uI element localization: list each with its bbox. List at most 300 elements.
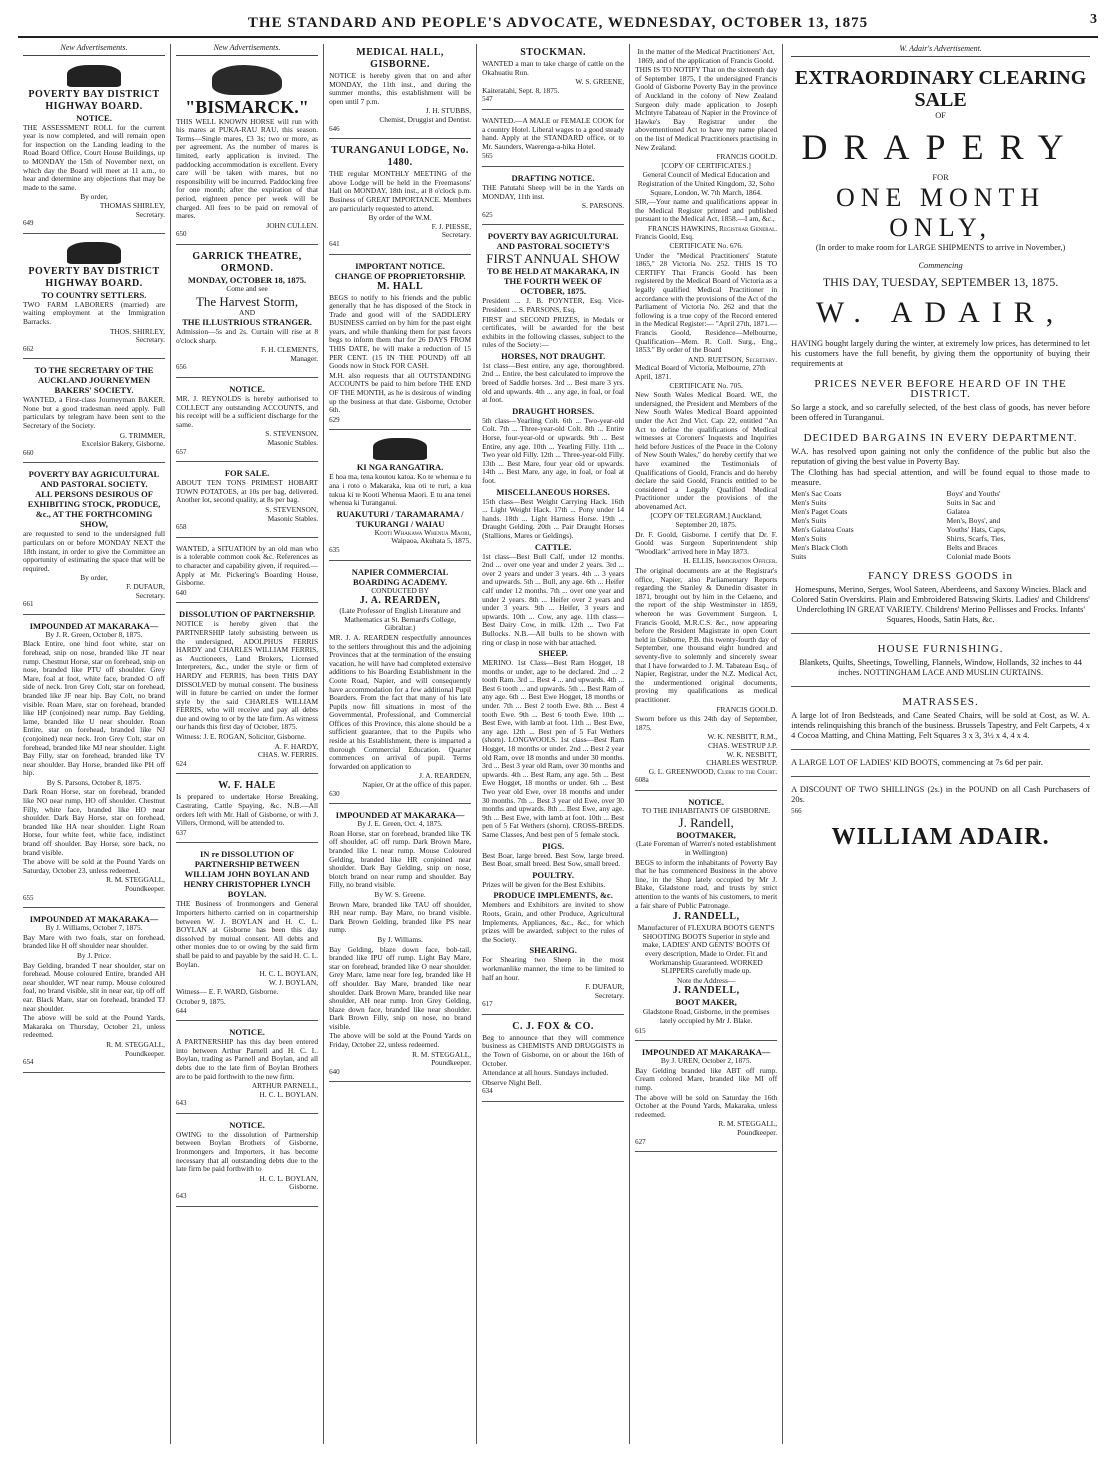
ad-title: NAPIER COMMERCIAL BOARDING ACADEMY. xyxy=(351,566,449,587)
ad-number: 643 xyxy=(176,1192,187,1201)
horse-breaking-ad xyxy=(176,777,318,843)
ad-number: 654 xyxy=(23,1058,34,1067)
list-item: Men's Galatea Coats xyxy=(791,525,854,534)
ad-number: 630 xyxy=(329,789,340,798)
ad-number: 634 xyxy=(482,1087,493,1096)
ad-number: 627 xyxy=(635,1137,646,1146)
ad-role: Poundkeeper. xyxy=(737,1127,778,1137)
ad-number: 637 xyxy=(176,828,187,837)
ad-title: IMPOUNDED AT MAKARAKA— xyxy=(641,1047,771,1058)
stock-paragraph: So large a stock, and so carefully selected, of the best class of goods, has never before been offered in Turanganui. xyxy=(791,403,1090,422)
exhibitors-notice xyxy=(23,466,165,614)
ad-body: WANTED a man to take charge of cattle on the Okahuatiu Run. xyxy=(482,59,625,77)
ad-role: Waipaoa, Akuhata 5, 1875. xyxy=(391,536,472,546)
ad-signature: R. M. STEGGALL, xyxy=(106,1039,166,1049)
ad-date: October 9, 1875. xyxy=(176,996,226,1006)
ad-conducted: CONDUCTED BY xyxy=(371,585,429,595)
column-heading: New Advertisements. xyxy=(23,44,165,56)
impounded-notice xyxy=(23,911,165,1073)
ad-date: MONDAY, OCTOBER 18, 1875. xyxy=(187,274,307,285)
divider xyxy=(791,686,1090,687)
section-list: 1st class—Best Bull Calf, under 12 months. 2nd ... over one year and under 2 years. 3rd ... over 2 years and under 3 years. 4th ... 3 years and upwards. 5th ... Bull, any age. 6th ... Heifer calf under 12 months. 7th ... over one year and under 2 years. 8th ... Heifer over 2 years and under 3 years. 9th ... Heifer, 3 years and upwards. 10th ... Cow, any age. 11th class—Best Dairy Cow, in milk. 12th ... Two Fat Bullocks. N.B.—All bulls to be shown with ring or clasp in nose with bar attached. xyxy=(482,551,625,647)
ad-role: Poundkeeper. xyxy=(125,884,166,893)
ad-title: TO THE SECRETARY OF THE AUCKLAND JOURNEYMEN BAKERS' SOCIETY. xyxy=(34,365,154,396)
ad-body: WANTED.—A MALE or FEMALE COOK for a country Hotel. Liberal wages to a good steady hand. Apply at the STANDARD office, or to Mr. Saunders, Waerenga-a-hika Hotel. xyxy=(482,115,625,151)
ad-role: Secretary. xyxy=(135,335,166,345)
ad-signature: S. STEVENSON, xyxy=(265,429,319,439)
chemists-ad xyxy=(482,1018,624,1102)
columns xyxy=(18,44,1098,1444)
ad-role: Secretary. xyxy=(135,590,166,600)
ad-body: NOTICE is hereby given that the PARTNERSHIP lately subsisting between us the undersigned, ADOLPHUS FERRIS HARDY and CHARLES WILLIAM FERRIS, as Auctioneers, Land Brokers, Licensed Interpreters, &c., under the style or firm of HARDY and FERRIS, has been THIS DAY DISSOLVED by mutual consent. The business will in future be carried on under the former style by the said CHARLES WILLIAM FERRIS, who will receive and pay all debts due and owing to or by the late firm. As witness our hands this first day of October, 1875. xyxy=(176,619,319,732)
ad-closing: The above will be sold on Saturday the 16th October at the Pound Yards, Makaraka, unless redeemed. xyxy=(635,1092,778,1119)
ad-signature: J. A. REARDEN, xyxy=(419,771,472,781)
telegram-heading: [COPY OF TELEGRAM.] Auckland, September 20, 1875. xyxy=(650,511,762,530)
ad-title: IN re DISSOLUTION OF PARTNERSHIP BETWEEN WILLIAM JOHN BOYLAN AND HENRY CHRISTOPHER LYNCH BOYLAN. xyxy=(183,849,311,900)
ad-signature: G. TRIMMER, xyxy=(119,430,166,440)
ad-role: Poundkeeper. xyxy=(125,1048,166,1058)
ad-signature-2: W. J. BOYLAN, xyxy=(268,977,319,987)
divider xyxy=(791,749,1090,750)
ad-body: THIS IS TO NOTIFY That on the sixteenth day of September 1875, I the undersigned Francis Goold of Gisborne Poverty Bay in the province of Auckland in the colony of New Zealand Surgeon duly made application to Joseph McIntyre Tabateau of Napier in the Province of Hawke's Bay Registrar under the abovementioned Act to have my name placed on the list of Medical Practitioners practising in New Zealand. xyxy=(635,65,778,152)
ad-by: By order of the W.M. xyxy=(368,213,432,223)
divider xyxy=(791,633,1090,634)
ad-number: 608a xyxy=(635,776,649,785)
ad-number: 656 xyxy=(176,363,187,372)
ad-body: Brown Mare, branded like TAU off shoulder, RH near rump. Bay Mare, no brand visible. Dark Brown Gelding, branded like PS near rump. xyxy=(329,899,472,935)
country-settlers-notice xyxy=(23,237,165,360)
ad-role: Masonic Stables. xyxy=(267,513,319,523)
ad-number: 617 xyxy=(482,1000,493,1009)
ad-number: 615 xyxy=(635,1026,646,1035)
royal-crest-icon xyxy=(373,438,427,460)
ad-signature: JOHN CULLEN. xyxy=(266,220,319,230)
adair-advertisement xyxy=(783,44,1098,1444)
ad-number: 650 xyxy=(176,230,187,239)
ad-number: 661 xyxy=(23,600,34,609)
ad-title: NOTICE. xyxy=(229,1119,265,1130)
ad-small: Come and see xyxy=(226,283,268,293)
ad-title: W. F. HALE xyxy=(218,780,276,792)
section-list: For Shearing two Sheep in the most workmanlike manner, the time to be limited to half an hour. xyxy=(482,955,625,982)
ad-name: J. Randell, xyxy=(678,815,734,831)
bakers-society-ad xyxy=(23,362,165,463)
house-furnishing-list: Blankets, Quilts, Sheetings, Towelling, Flannels, Window, Hollands, 32 inches to 44 inches. NOTTINGHAM LACE AND MUSLIN CURTAINS. xyxy=(799,658,1082,677)
section-heading: PRODUCE IMPLEMENTS, &c. xyxy=(493,890,613,901)
ad-title: IMPOUNDED AT MAKARAKA— xyxy=(29,620,159,631)
ad-credentials: (Late Professor of English Literature and Mathematics at St. Bernard's College, Gibraltar.) xyxy=(339,606,461,633)
ad-body: MR. J. REYNOLDS is hereby authorised to COLLECT any outstanding ACCOUNTS, and his receipt will be a sufficient discharge for the same. xyxy=(176,394,319,429)
ad-number: 625 xyxy=(482,210,493,219)
ad-signature: H. ELLIS, Immigration Officer. xyxy=(683,556,778,566)
ad-signature: H. C. L. BOYLAN, xyxy=(259,969,319,979)
ad-number: 641 xyxy=(329,239,340,248)
ad-role: Secretary. xyxy=(135,209,166,219)
section-heading: POULTRY. xyxy=(532,869,575,880)
witness-signature: W. K. NESBITT, R.M., xyxy=(707,732,778,742)
drafting-notice xyxy=(482,170,624,225)
ad-signature: S. PARSONS. xyxy=(581,201,625,211)
certificate-heading: CERTIFICATE No. 705. xyxy=(669,380,743,390)
ad-body: WANTED, a First-class Journeyman BAKER. None but a good tradesman need apply. Full particulars by telegram have been sent to the Secretary of the Society. xyxy=(23,395,166,431)
section-heading: SHEEP. xyxy=(538,648,568,659)
ad-body: E hoa ma, tena koutou katoa. Ko te whenua e tu ana i roto o Makaraka, kua oti te ruri, a kua tukua ki te Kooti Whenua Maori. E tu ana tenei whenua ki Turanganui. xyxy=(329,472,472,508)
bismarck-horse-ad xyxy=(176,60,318,245)
drapery-heading: DRAPERY xyxy=(801,127,1080,167)
ad-body: The original documents are at the Registrar's office, Napier, also Parliamentary Reports regarding the Stanley & Dunedin disaster in 1871, brought out by him in the Celaeno, and the report of the ship Westminster in 1859, whereon he was Government Surgeon. I, Francis Goold, M.R.C.S. &c., now appearing before the Resident Magistrate in open Court held in Gisborne, P.B. this twenty-fourth day of September, one thousand eight hundred and seventy-five to solemnly and sincerely swear that I have forwarded to J. M. Tabateau Esq., of Napier, Registrar, under the N.Z. Medical Act, the undermentioned original documents, proving my qualifications as medical practitioner. xyxy=(635,566,778,704)
ad-number: 649 xyxy=(23,219,34,228)
list-item: Colonial made Boots xyxy=(946,552,1011,561)
ad-role: Chemist, Druggist and Dentist. xyxy=(379,114,472,124)
ad-body: WANTED, a SITUATION by an old man who is a tolerable common cook &c. References as to character and capability given, if required.—Apply at Mr. Pickering's Boarding House, Gisborne. xyxy=(176,543,319,588)
ad-place: Medical Board of Victoria, Melbourne, 27th April, 1871. xyxy=(635,363,766,381)
ad-number: 624 xyxy=(176,759,187,768)
section-heading: DRAUGHT HORSES. xyxy=(512,405,595,416)
column-1 xyxy=(18,44,171,1444)
merchant-signature: WILLIAM ADAIR. xyxy=(831,824,1050,850)
bargains-heading: DECIDED BARGAINS IN EVERY DEPARTMENT. xyxy=(803,432,1078,444)
ad-body: BEGS to notify to his friends and the public generally that he has disposed of the Stock in Trade and good will of the SADDLERY BUSINESS carried on by him for the past eight years, and while thanking them for past favors begs to inform them that for 26 DAYS FROM THIS DATE, he will make a reduction of 15 PER CENT. (15 IN THE POUND) off all Goods now in Stock FOR CASH. xyxy=(329,292,472,371)
kid-boots-paragraph: A LARGE LOT OF LADIES' KID BOOTS, commencing at 7s 6d per pair. xyxy=(791,758,1043,767)
section-list: 15th class—Best Weight Carrying Hack. 16th ... Light Weight Hack. 17th ... Pony under 14 hands. 18th ... Light Harness Horse. 19th ... Draught Gelding. 20th ... Pair Draught Horses (Stallions, Mares or Geldings). xyxy=(482,496,625,540)
ad-body: THE ASSESSMENT ROLL for the current year is now completed, and will remain open for inspection on the Landing leading to the Road Board Office, Court House Buildings, up to MONDAY the 15th of November next, on which day the Board will meet at 11 a.m., to hear and determine any objections that may be made to the same. xyxy=(23,122,166,192)
ad-name: J. RANDELL, xyxy=(672,911,740,923)
ad-body: THE regular MONTHLY MEETING of the above Lodge will be held in the Freemasons' Hall on MONDAY, 18th inst., at 8 o'clock p.m. Business of GREAT IMPORTANCE. Members are particularly requested to attend. xyxy=(329,169,472,213)
sale-intro: HAVING bought largely during the winter, at extremely low prices, has determined to let his customers have the full benefit, by giving them the opportunity of buying their requirements at xyxy=(791,339,1090,368)
certificate-heading: CERTIFICATE No. 676. xyxy=(669,241,743,251)
ad-body: New South Wales Medical Board. WE, the undersigned, the President and Members of the New South Wales Medical Board appointed under the Act 2nd Vict. Cap. 22, entitled "An Act to define the qualifications of Medical witnesses at Coroners' Inquests and Inquiries held before Justices of the Peace in the Colony of New South Wales," do hereby certify that we have examined the Testimonials of Qualifications of Goold, Francis and do hereby declare the said Goold, Francis entitled to be considered a Legally Qualified Medical Practitioner under the provisions of the abovenamed Act. xyxy=(635,390,778,511)
ad-number: 646 xyxy=(329,124,340,133)
ad-name: J. A. REARDEN, xyxy=(359,595,441,607)
sale-headline: EXTRAORDINARY CLEARING SALE xyxy=(794,67,1087,111)
ad-number: 643 xyxy=(176,1099,187,1108)
ad-body: Dr. F. Goold, Gisborne. I certify that Dr. F. Goold was Surgeon Superintendent ship "Woodlark" arrived here in May 1873. xyxy=(635,529,778,556)
play-title: The Harvest Storm, xyxy=(195,293,299,309)
ad-subtitle: By W. S. Greene. xyxy=(374,889,426,899)
ad-by: By order, xyxy=(80,192,108,202)
one-month-heading: ONE MONTH ONLY, xyxy=(835,183,1046,242)
ad-number: 566 xyxy=(791,807,802,815)
ad-subtitle: By J. E. Green, Oct. 4, 1875. xyxy=(357,819,443,829)
section-heading: CATTLE. xyxy=(534,541,572,552)
witness-signature: W. K. NESBITT, xyxy=(726,749,778,759)
situation-wanted-ad xyxy=(176,541,318,604)
impounded-notice xyxy=(23,618,165,908)
ad-body: Under the "Medical Practitioners' Statute 1865," 28 Victoria No. 252. THIS IS TO CERTIFY That Francis Goold has been registered by the Medical Board of Victoria as a legally qualified Medical Practitioner in accordance with the provisions of the Act of the Parliament of Victoria No. 262 and that the following is a true copy of the Record entered in the Medical Register:— "April 27th, 1871.—Francis Goold, Residence—Melbourne, Qualification—Mem. R. Coll. Surg., Eng., 1853." By order of the Board xyxy=(635,250,778,355)
ad-body: Admission—5s and 2s. Curtain will rise at 8 o'clock sharp. xyxy=(176,327,319,345)
ad-title: NOTICE. xyxy=(688,796,724,807)
ad-body: THE Business of Ironmongers and General Importers hitherto carried on in copartnership between W. J. BOYLAN and H. C. L. BOYLAN at Gisborne has been this day dissolved by mutual consent. All debts and other monies due to or owing by the said firm shall be paid to and payable by the said H. C. L. Boylan. xyxy=(176,899,319,969)
annual-show-ad xyxy=(482,228,624,1015)
list-item: Men's Suits xyxy=(791,534,827,543)
ad-subtitle: By J. Price. xyxy=(76,950,112,960)
ad-signature: R. M. STEGGALL, xyxy=(106,875,166,885)
ad-number: 655 xyxy=(23,893,34,902)
witness-signature: CHARLES WESTRUP. xyxy=(706,758,778,768)
ad-signature-2: H. C. L. BOYLAN. xyxy=(259,1089,319,1099)
ad-body: ABOUT TEN TONS PRIMEST HOBART TOWN POTATOES, at 10s per bag, delivered. Another lot, second quality, at 8s per bag. xyxy=(176,478,319,505)
lodge-notice xyxy=(329,142,471,254)
ad-role: Masonic Stables. xyxy=(267,438,319,448)
matrasses-paragraph: A large lot of Iron Bedsteads, and Cane Seated Chairs, will be sold at Cost, as W. A. intends relinquishing this branch of the business. Brussels Tapestry, and Felt Carpets, 4 x 4 Cocoa Matting, and China Matting, Felt Squares 3 x 3, 3½ x 4, 4 x 4. xyxy=(791,711,1090,740)
highway-board-notice xyxy=(23,60,165,234)
discount-paragraph: A DISCOUNT OF TWO SHILLINGS (2s.) in the POUND on all Cash Purchasers of 20s. xyxy=(791,785,1090,804)
clothing-list-left xyxy=(791,489,934,561)
list-item: Men's Sac Coats xyxy=(791,489,842,498)
ad-role: Secretary. xyxy=(594,990,625,1000)
ad-subtitle: TO BE HELD AT MAKARAKA, IN THE FOURTH WEEK OF OCTOBER, 1875. xyxy=(486,266,620,297)
ad-title: NOTICE. xyxy=(229,384,265,395)
ad-manufacturer: Manufacturer of FLEXURA BOOTS GENT'S SHOOTING BOOTS Superior in style and make, LADIES' AND GENTS' BOOTS Of every description, Made to Order. Fit and Workmanship Guaranteed. WORKED SLIPPERS carefully made up. xyxy=(637,923,775,976)
section-heading: MISCELLANEOUS HORSES. xyxy=(496,486,610,497)
ad-signature: F. DUFAUR, xyxy=(585,982,625,992)
horse-icon xyxy=(212,65,282,95)
show-title: FIRST ANNUAL SHOW xyxy=(486,251,620,267)
ad-role: BOOTMAKER, xyxy=(676,830,736,841)
ad-title: POVERTY BAY AGRICULTURAL AND PASTORAL SOCIETY'S xyxy=(487,231,619,252)
boylan-dissolution-notice xyxy=(176,846,318,1021)
ad-signature: F. J. PIESSE, xyxy=(431,221,472,231)
ad-subtitle: By J. Williams. xyxy=(377,934,423,944)
ad-subtitle: NOTICE. xyxy=(76,112,112,123)
ad-signature: ARTHUR PARNELL, xyxy=(251,1081,319,1091)
partnership-notice xyxy=(176,1024,318,1114)
sale-for: FOR xyxy=(932,173,949,182)
ad-signature: FRANCIS GOOLD. xyxy=(716,152,778,162)
sale-date: THIS DAY, TUESDAY, SEPTEMBER 13, 1875. xyxy=(822,275,1059,289)
ad-signature: A. F. HARDY, xyxy=(274,741,319,751)
ad-subtitle: By J. UREN, October 2, 1875. xyxy=(660,1056,752,1066)
ad-signature: R. M. STEGGALL, xyxy=(718,1119,778,1129)
ad-body: BEGS to inform the inhabitants of Poverty Bay that he has commenced Business in the above line, in the Shop lately occupied by Mr J. Blake, Gladstone road, and trusts by strict attention to the wants of his customers, to merit a fair share of Public Patronage. xyxy=(635,857,778,910)
ad-number: 635 xyxy=(329,545,340,554)
dissolution-notice xyxy=(176,606,318,774)
ad-body: MR. J. A. REARDEN respectfully announces to the settlers throughout this and the adjoining Provinces that at the termination of the ensuing vacation, he will have had completed extensive additions to his Boarding Establishment in the Coote Road, Napier, and will consequently have accommodation for a few additional Pupil Boarders. From the fact that many of his late Pupils now fill situations in most of the Governmental, Professional, and Commercial Offices of this Province, this alone should be a sufficient guarantee, that to the Pupils who reside at his Establishment, there is imparted a thorough Commercial Education. Quarter commences on arrival of pupil. Terms forwarded on application to xyxy=(329,632,472,771)
proprietorship-notice xyxy=(329,258,471,431)
ad-signature: Kooti Whakawa Whenua Maori, xyxy=(374,527,472,537)
ad-names: RUAKUTURI / TARAMARAMA / TUKURANGI / WAIAU xyxy=(336,508,464,529)
ad-body: Bay Gelding, blaze down face, bob-tail, branded like IPU off rump. Light Bay Mare, star on forehead, branded like O near shoulder. Grey Mare, lame near fore leg, branded like H off shoulder. Bay Mare, branded like near shoulder. Dark Brown Mare, branded like near shoulder, AH near rump. Iron Grey Gelding, blaze down face, branded like near shoulder. Dark Brown Filly, snip on nose, no brand visible. xyxy=(329,944,472,1031)
ad-title: "BISMARCK." xyxy=(185,96,309,117)
section-list: 5th class—Yearling Colt. 6th ... Two-year-old Colt. 7th ... Three-year-old Colt. 8th ... Entire Horse, four-year-old or upwards. 9th ... Best Entire, any age. 10th ... Yearling Filly. 11th ... Two year old Filly. 12th ... Three-year-old Filly. 13th ... Best Mare, four year old or upwards. 14th ... Best Mare, any age, in foal, or foal at foot. xyxy=(482,415,625,485)
stockman-ad xyxy=(482,44,624,110)
section-heading: HORSES, NOT DRAUGHT. xyxy=(501,350,606,361)
ad-subtitle: TO THE INHABITANTS OF GISBORNE. xyxy=(641,805,771,815)
ad-number: 644 xyxy=(176,1006,187,1015)
ad-signature: R. M. STEGGALL, xyxy=(412,1049,472,1059)
ad-body: are requested to send to the undersigned full particulars on or before MONDAY NEXT the 18th instant, in order to give the Committee an opportunity of estimating the space that will be required. xyxy=(23,529,166,573)
witness-signature: CHAS. WESTRUP J.P. xyxy=(707,740,778,750)
column-3 xyxy=(324,44,477,1444)
bootmaker-ad xyxy=(635,794,777,1041)
merchant-name: W. ADAIR, xyxy=(815,296,1066,329)
ad-body: OWING to the dissolution of Partnership between Boylan Brothers of Gisborne, Ironmongers and Importers, it has become necessary that all outstanding debts due to the late firm be paid forthwith to xyxy=(176,1129,319,1174)
ad-signature: F. DUFAUR, xyxy=(126,582,166,591)
ad-title: C. J. FOX & CO. xyxy=(512,1020,594,1032)
ad-title: POVERTY BAY DISTRICT HIGHWAY BOARD. xyxy=(28,265,160,289)
column-2 xyxy=(171,44,324,1444)
confidence-paragraph: W.A. has resolved upon gaining not only the confidence of the public but also the reputation of giving the best value in Poverty Bay. xyxy=(791,447,1090,466)
medical-hall-notice xyxy=(329,44,471,139)
ad-role: BOOT MAKER, xyxy=(675,997,737,1008)
ad-witness: Witness— E. F. WARD, Gisborne. xyxy=(176,987,279,997)
ad-title: IMPOUNDED AT MAKARAKA— xyxy=(29,914,159,925)
ad-body: Dark Roan Horse, star on forehead, branded like NO near rump, HO off shoulder. Chestnut Filly, white face, branded like HO near shoulder. Dark Bay Horse, star on forehead, branded like HA near shoulder. Light Roan Horse, four white feet, white face, indistinct brand off shoulder. Bay Horse, sore back, no brand visible. xyxy=(23,787,166,857)
ad-number: 658 xyxy=(176,523,187,532)
ad-body: Is prepared to undertake Horse Breaking, Castrating, Cattle Spaying, &c. N.B.—All orders left with Mr. Hall of Gisborne, or with J. Villers, Ormond, will be attended to. xyxy=(176,792,319,828)
section-heading: SHEARING. xyxy=(529,945,577,956)
ad-signature: AND. RUETSON, Secretary. xyxy=(688,354,778,364)
list-item: Men's Suits xyxy=(791,498,827,507)
ad-addressee: Francis Goold, Esq. xyxy=(635,232,694,242)
ad-title: DRAFTING NOTICE. xyxy=(511,172,595,183)
ad-title: NOTICE. xyxy=(229,1027,265,1038)
list-item: Men's, Boys', and Youths' Hats, Caps, Shirts, Scarfs, Ties, Belts and Braces xyxy=(946,516,1006,552)
fancy-goods-list: Homespuns, Merino, Serges, Wool Sateen, Aberdeens, and Saxony Wincies. Black and Colored Satin Overskirts. Plain and Embroidered Batswing Skirts. Ladies' and Childrens' Underclothing IN GREAT VARIETY. Childrens' Merino Pellisses and Frocks. Infants' Squares, Hoods, Satin Hats, &c. xyxy=(791,585,1090,624)
ad-number: 640 xyxy=(329,1067,340,1076)
ad-name: J. RANDELL, xyxy=(672,985,740,997)
ad-signature: W. S. GREENE, xyxy=(575,77,625,87)
ad-body: THE Patutahi Sheep will be in the Yards on MONDAY, 11th inst. xyxy=(482,182,625,201)
column-heading: W. Adair's Advertisement. xyxy=(791,44,1090,57)
maori-land-notice xyxy=(329,433,471,560)
fancy-goods-heading: FANCY DRESS GOODS in xyxy=(868,570,1014,582)
sale-reason: (In order to make room for LARGE SHIPMENTS to arrive in November,) xyxy=(815,243,1066,252)
list-item: Boys' and Youths' Suits in Sac and Galatea xyxy=(946,489,1001,516)
ad-title: IMPORTANT NOTICE. xyxy=(355,260,445,271)
ad-credentials: (Late Foreman of Warren's noted establishment in Wellington) xyxy=(636,839,777,858)
section-list: MERINO. 1st Class—Best Ram Hogget, 18 months or under, age to be declared. 2nd ... 2 tooth Ram. 3rd ... Best 4 ... and upwards. 4th ... Best 6 tooth ... and upwards. 5th ... Best Ram of any age. 6th ... Best Ewe Hogget, 18 months or under. 7th ... Best 2 tooth Ewe. 8th ... Best 4 tooth Ewe. 9th ... Best 6 tooth Ewe. 10th ... Best Ewe, with lamb at foot. 11th ... Best Ewe, any age. 12th ... Best pen of 5 Fat Wethers (shorn). LONGWOOLS. 1st class—Best Ram Hogget, 18 months or under. 2nd ... Best 2 year old Ram, over 18 months and under 30 months. 3rd ... Best 3 year old Ram, over 30 months and upwards. 4th ... Best Ram, any age. 5th ... Best Ewe Hogget, 18 months or under. 6th ... Best Two year old Ewe, over 18 months and under 30 months. 7th ... Best 3 year old Ewe, over 30 months and upwards. 8th ... Best Ewe, any age. 9th ... Best Ewe, with lamb at foot. 10th ... Best pen of 5 Fat Wethers (shorn). CROSS-BREDS. Same Classes, And best pen of 5 female stock. xyxy=(482,658,625,839)
ad-role: Manager. xyxy=(290,353,319,363)
ad-number: 660 xyxy=(23,448,34,457)
ad-number: 662 xyxy=(23,344,34,353)
list-item: Men's Black Cloth Suits xyxy=(791,543,848,561)
ad-number: 657 xyxy=(176,447,187,456)
ad-number: 640 xyxy=(176,588,187,597)
impounded-notice xyxy=(635,1044,777,1152)
ad-body: SIR,—Your name and qualifications appear in the Medical Register printed and published pursuant to the Medical Act, 1858.—I am, &c., xyxy=(635,197,778,224)
ad-subtitle: ALL PERSONS DESIROUS OF EXHIBITING STOCK, PRODUCE, &c., AT THE FORTHCOMING SHOW, xyxy=(27,489,161,530)
ad-address-label: Note the Address— xyxy=(676,975,736,985)
royal-crest-icon xyxy=(67,65,121,87)
section-list: 1st class—Best entire, any age, thoroughbred. 2nd ... Entire, the best calculated to improve the breed of Saddle horses. 3rd ... Best mare 3 yrs. old and upwards. 4th ... any age, in foal, or foal at foot. xyxy=(482,360,625,405)
ad-subtitle: By J. Williams, October 7, 1875. xyxy=(45,923,143,933)
ad-signature: THOS. SHIRLEY, xyxy=(109,326,166,336)
ad-closing: The above will be sold at the Pound Yards, Makaraka on Thursday, October 21, unless redeemed. xyxy=(23,1013,166,1040)
page-number: 3 xyxy=(1090,12,1098,27)
ad-title: STOCKMAN. xyxy=(520,47,586,58)
council-heading: General Council of Medical Education and Registration of the United Kingdom, 32, Soho Square, London, W. 7th March, 1864. xyxy=(637,170,775,197)
ad-note: Attendance at all hours. Sundays included. xyxy=(482,1068,609,1078)
ad-title: IMPOUNDED AT MAKARAKA— xyxy=(335,810,465,821)
ad-title: POVERTY BAY AGRICULTURAL AND PASTORAL SOCIETY. xyxy=(28,469,160,490)
matrasses-heading: MATRASSES. xyxy=(902,696,979,708)
clothing-list-right xyxy=(947,489,1090,561)
ad-role: Napier, Or at the office of this paper. xyxy=(362,780,472,790)
ad-body: Roan Horse, star on forehead, branded like TK off shoulder, aC off rump. Dark Brown Mare, branded like L near rump. Mouse Coloured Gelding, branded like HR conjoined near shoulder. Dark Bay Gelding, snip on nose, blotch brand on near rump and shoulder. Bay Filly, no brand visible. xyxy=(329,828,472,890)
cook-wanted-ad xyxy=(482,113,624,167)
sale-of: OF xyxy=(935,111,946,120)
ad-body: FIRST and SECOND PRIZES, in Medals or certificates, will be awarded for the best exhibits in the following classes, subject to the rules of the Society:— xyxy=(482,314,625,350)
column-heading: New Advertisements. xyxy=(176,44,318,56)
ad-subtitle: TO COUNTRY SETTLERS. xyxy=(41,289,147,300)
clothing-list xyxy=(791,489,1090,561)
ad-heading: In the matter of the Medical Practitioners' Act, 1869, and of the application of Francis Goold. xyxy=(637,47,775,65)
ad-body: Bay Mare with two foals, star on forehead, branded like H off shoulder near shoulder. xyxy=(23,932,166,951)
ad-title: POVERTY BAY DISTRICT HIGHWAY BOARD. xyxy=(28,88,160,112)
ad-body: THIS WELL KNOWN HORSE will run with his mares at PUKA-RAU RAU, this season. Terms—Single mares, £3 3s; two or more, as per agreement. As the number of mares is limited, early application is invited. The paddocking accommodation is excellent. Every care will be taken with mares, but no responsibility will be incurred. Paddocking free for one month; after the expiration of that period, eighteen pence per week will be charged. All fees to be paid on removal of mares. xyxy=(176,116,319,221)
ad-sworn: Sworn before us this 24th day of September, 1875. xyxy=(635,714,778,732)
ad-closing: The above will be sold at the Pound Yards on Saturday, October 23, unless redeemed. xyxy=(23,857,166,875)
certificate-heading: [COPY OF CERTIFICATES.] xyxy=(661,160,751,170)
section-list: Best Boar, large breed. Best Sow, large breed. Best Boar, small breed. Best Sow, small breed. xyxy=(482,850,625,869)
section-list: Prizes will be given for the Best Exhibits. xyxy=(482,879,606,889)
ad-title: KI NGA RANGATIRA. xyxy=(356,462,444,473)
ad-closing: The above will be sold at the Pound Yards on Friday, October 22, unless redeemed. xyxy=(329,1031,472,1050)
house-furnishing-heading: HOUSE FURNISHING. xyxy=(877,643,1004,655)
ad-body-2: M.H. also requests that all OUTSTANDING ACCOUNTS be paid to him before THE END OF THE MONTH, as he is desirous of winding up the business at that date. Gisborne, October 6th. xyxy=(329,370,472,415)
ad-number: 565 xyxy=(482,152,493,161)
ad-name: M. HALL xyxy=(376,280,424,292)
ad-signature: S. STEVENSON, xyxy=(265,505,319,514)
ad-body: Bay Gelding, branded T near shoulder, star on forehead. Mouse coloured Entire, branded AH near shoulder, WT near rump. Mouse coloured foal, no brand visible, slit in near ear, tip off off ear. Black Mare, star on forehead, branded TJ near shoulder. xyxy=(23,960,166,1013)
ad-title: DISSOLUTION OF PARTNERSHIP. xyxy=(178,609,316,620)
ad-title: MEDICAL HALL, GISBORNE. xyxy=(356,47,444,70)
ad-number: 547 xyxy=(482,95,493,104)
ad-body: TWO FARM LABORERS (married) are waiting employment at the Immigration Barracks. xyxy=(23,299,166,326)
column-4 xyxy=(477,44,630,1444)
section-list: Members and Exhibitors are invited to show Roots, Grain, and other Produce, Agricultural Implements, Appliances, &c., &c., for which prizes will be awarded, subject to the rules of the Society. xyxy=(482,900,625,944)
ad-subtitle: CHANGE OF PROPRIETORSHIP. xyxy=(334,270,466,281)
list-item: Men's Paget Coats xyxy=(791,507,848,516)
ad-signature: J. H. STUBBS, xyxy=(425,106,472,116)
impounded-notice xyxy=(329,807,471,1082)
ad-and: AND xyxy=(239,307,256,317)
reynolds-notice xyxy=(176,381,318,462)
ad-role: Gisborne. xyxy=(289,1182,319,1192)
ad-title: GARRICK THEATRE, ORMOND. xyxy=(192,250,302,274)
masthead-title: THE STANDARD AND PEOPLE'S ADVOCATE, WEDNESDAY, OCTOBER 13, 1875 xyxy=(247,14,869,31)
ad-body: Bay Gelding branded like ABT off rump. Cream colored Mare, branded like MI off rump. xyxy=(635,1065,778,1092)
play-title-2: THE ILLUSTRIOUS STRANGER. xyxy=(182,317,312,328)
commencing-label: Commencing xyxy=(918,261,963,270)
column-5 xyxy=(630,44,783,1444)
ad-night-bell: Observe Night Bell. xyxy=(482,1077,542,1087)
ad-role: Excelsior Bakery, Gisborne. xyxy=(81,439,166,449)
prices-heading: PRICES NEVER BEFORE HEARD OF IN THE DISTRICT. xyxy=(814,378,1067,400)
theatre-ad xyxy=(176,248,318,378)
ad-signature: H. C. L. BOYLAN, xyxy=(259,1173,319,1183)
ad-signature-2: CHAS. W. FERRIS. xyxy=(257,750,319,760)
potatoes-sale-ad xyxy=(176,465,318,538)
ad-signature: FRANCIS GOOLD. xyxy=(716,704,778,714)
divider xyxy=(791,776,1090,777)
ad-subtitle: By J. R. Green, October 8, 1875. xyxy=(45,629,143,639)
ad-officers: President ... J. B. POYNTER, Esq. Vice-President ... S. PARSONS, Esq. xyxy=(482,296,625,314)
ad-body: NOTICE is hereby given that on and after MONDAY, the 11th inst., and during the summer months, this establishment will be open until 7 p.m. xyxy=(329,71,472,106)
masthead xyxy=(18,10,1098,38)
royal-crest-icon xyxy=(67,242,121,264)
medical-practitioner-notice xyxy=(635,44,777,791)
ad-number: 629 xyxy=(329,415,340,424)
witness-signature: G. L. GREENWOOD, Clerk to the Court. xyxy=(648,766,778,776)
ad-role: Poundkeeper. xyxy=(431,1058,472,1068)
ad-body: Beg to announce that they will commence business as CHEMISTS AND DRUGGISTS in the Town of Gisborne, on or about the 16th of October. xyxy=(482,1032,625,1068)
ad-title: TURANGANUI LODGE, No. 1480. xyxy=(331,145,469,169)
ad-role: Secretary. xyxy=(441,230,472,240)
boylan-debts-notice xyxy=(176,1117,318,1207)
clothing-paragraph: The Clothing has had special attention, and will be found equal to those made to measure. xyxy=(791,468,1090,487)
